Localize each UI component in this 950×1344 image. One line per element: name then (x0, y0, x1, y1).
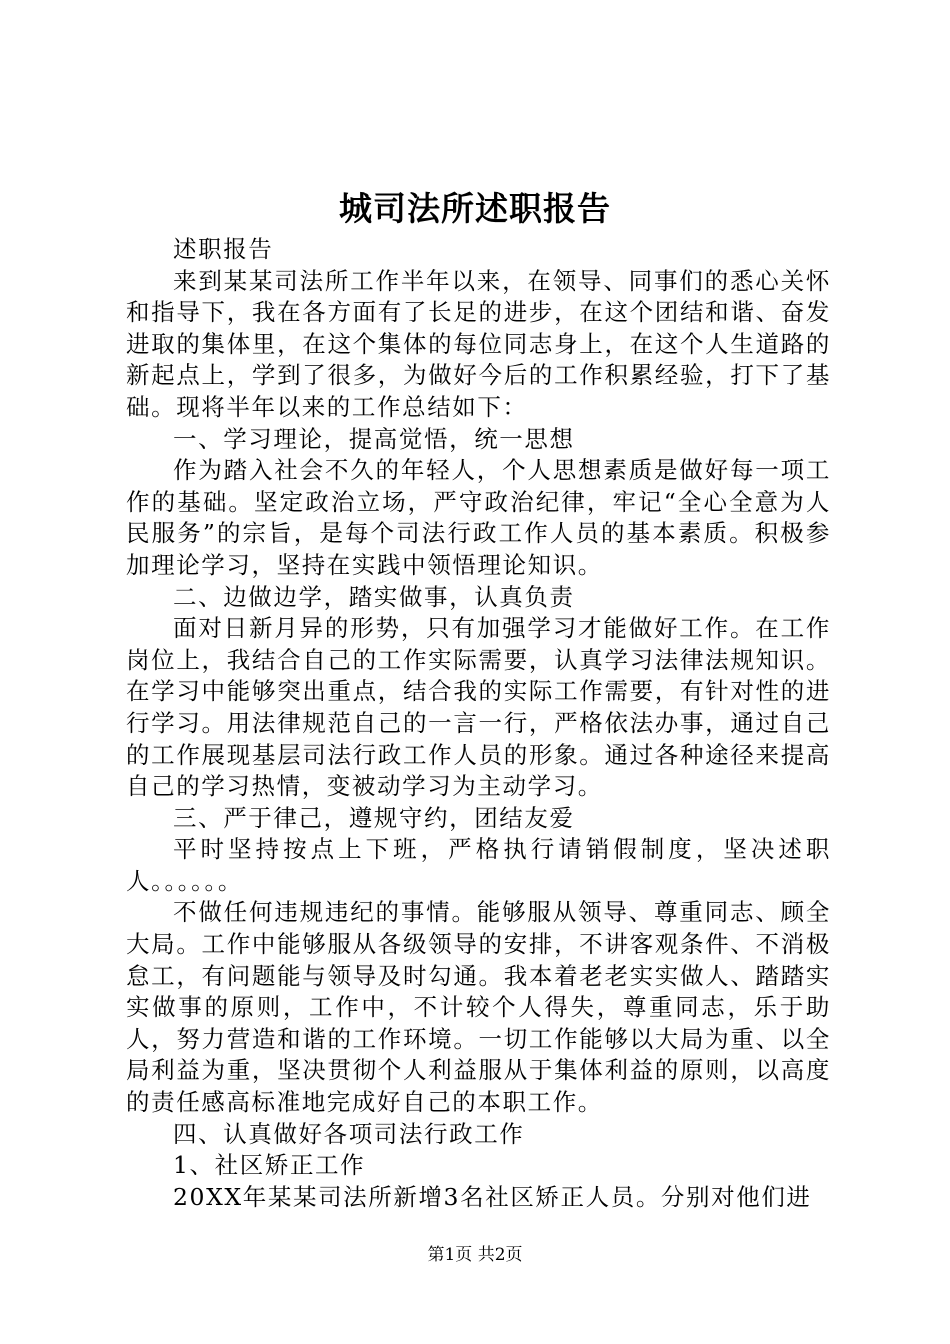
paragraph-section-1: 作为踏入社会不久的年轻人，个人思想素质是做好每一项工作的基础。坚定政治立场，严守政治纪律，牢记“全心全意为人民服务”的宗旨，是每个司法行政工作人员的基本素质。积极参加理论学习，坚持在实践中领悟理论知识。 (126, 456, 831, 579)
document-title: 城司法所述职报告 (339, 189, 611, 228)
section-heading-3: 三、严于律己，遵规守约，团结友爱 (173, 803, 575, 832)
section-heading-4: 四、认真做好各项司法行政工作 (173, 1119, 525, 1148)
paragraph-intro: 来到某某司法所工作半年以来，在领导、同事们的悉心关怀和指导下，我在各方面有了长足的进步，在这个团结和谐、奋发进取的集体里，在这个集体的每位同志身上，在这个人生道路的新起点上，学到了很多，为做好今后的工作积累经验，打下了基础。现将半年以来的工作总结如下： (126, 266, 831, 421)
subsection-heading-4-1: 1、社区矫正工作 (173, 1151, 366, 1180)
page-footer: 第1页 共2页 (427, 1245, 523, 1265)
paragraph-heading-label: 述职报告 (173, 235, 274, 263)
section-heading-2: 二、边做边学，踏实做事，认真负责 (173, 582, 575, 611)
section-heading-1: 一、学习理论，提高觉悟，统一思想 (173, 424, 575, 453)
paragraph-section-2: 面对日新月异的形势，只有加强学习才能做好工作。在工作岗位上，我结合自己的工作实际需要，认真学习法律法规知识。在学习中能够突出重点，结合我的实际工作需要，有针对性的进行学习。用法律规范自己的一言一行，严格依法办事，通过自己的工作展现基层司法行政工作人员的形象。通过各种途径来提高自己的学习热情，变被动学习为主动学习。 (126, 614, 831, 801)
paragraph-section-3a: 平时坚持按点上下班，严格执行请销假制度，坚决述职人。。。。。。 (126, 835, 831, 895)
document-body (126, 234, 831, 1213)
paragraph-section-4-1: 20XX年某某司法所新增3名社区矫正人员。分别对他们进 (173, 1182, 812, 1211)
paragraph-section-3b: 不做任何违规违纪的事情。能够服从领导、尊重同志、顾全大局。工作中能够服从各级领导的安排，不讲客观条件、不消极怠工，有问题能与领导及时勾通。我本着老老实实做人、踏踏实实做事的原则，工作中，不计较个人得失，尊重同志，乐于助人，努力营造和谐的工作环境。一切工作能够以大局为重、以全局利益为重，坚决贯彻个人利益服从于集体利益的原则，以高度的责任感高标准地完成好自己的本职工作。 (126, 898, 831, 1117)
